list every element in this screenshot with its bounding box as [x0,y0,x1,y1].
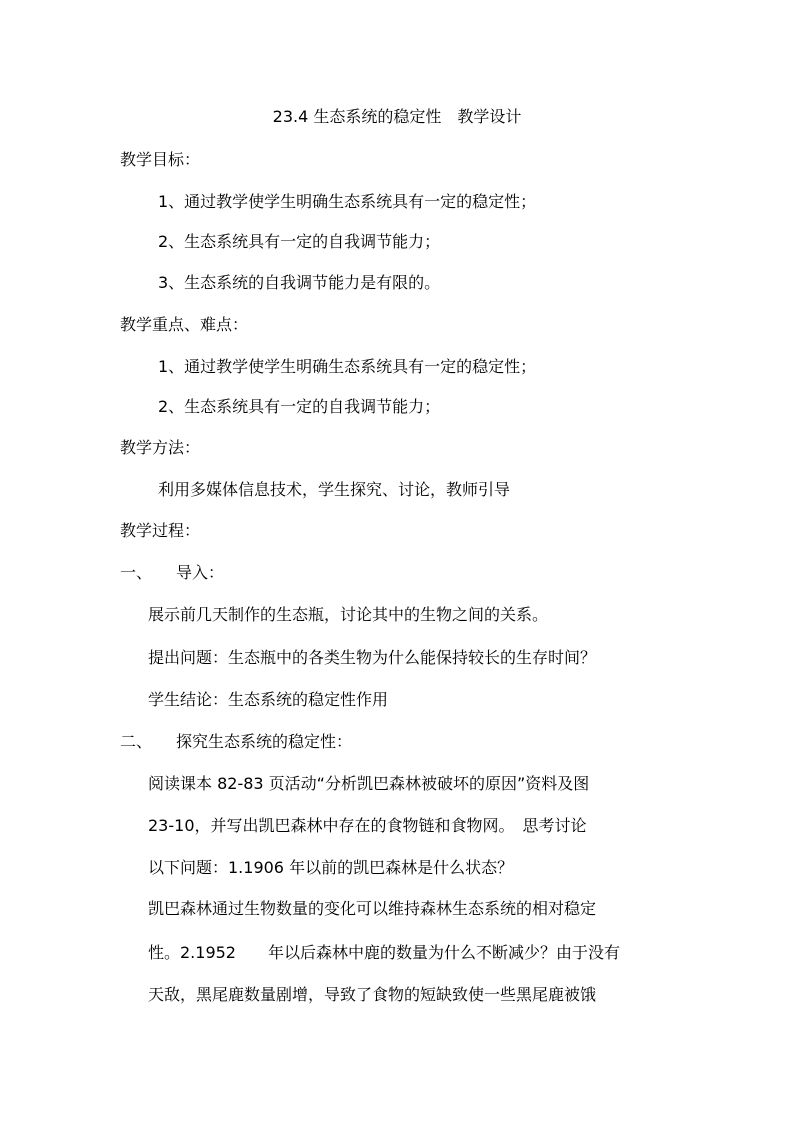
section-1-line-1: 展示前几天制作的生态瓶，讨论其中的生物之间的关系。 [148,605,549,624]
objective-item-2: 2、生态系统具有一定的自我调节能力； [158,232,441,251]
section-2-line-3: 以下问题：1.1906 年以前的凯巴森林是什么状态？ [148,858,514,877]
objectives-heading: 教学目标： [120,150,201,169]
objective-item-3: 3、生态系统的自我调节能力是有限的。 [158,273,441,292]
section-2-title: 探究生态系统的稳定性： [176,732,353,751]
section-2-line-4: 凯巴森林通过生物数量的变化可以维持森林生态系统的相对稳定 [148,899,597,918]
section-2-line-6: 天敌，黑尾鹿数量剧增，导致了食物的短缺致使一些黑尾鹿被饿 [148,985,597,1004]
key-point-item-1: 1、通过教学使学生明确生态系统具有一定的稳定性； [158,357,537,376]
document-title: 23.4 生态系统的稳定性 教学设计 [272,107,522,126]
methods-heading: 教学方法： [120,438,201,457]
key-point-item-2: 2、生态系统具有一定的自我调节能力； [158,397,441,416]
section-2-number: 二、 [120,732,153,751]
section-2-line-2: 23-10，并写出凯巴森林中存在的食物链和食物网。 思考讨论 [148,816,587,835]
section-1-number: 一、 [120,563,153,582]
objective-item-1: 1、通过教学使学生明确生态系统具有一定的稳定性； [158,192,537,211]
section-1-title: 导入： [176,563,225,582]
section-2-line-1: 阅读课本 82-83 页活动“分析凯巴森林被破坏的原因”资料及图 [148,774,590,793]
methods-text: 利用多媒体信息技术，学生探究、讨论，教师引导 [158,480,511,499]
process-heading: 教学过程： [120,521,201,540]
section-1-line-2: 提出问题：生态瓶中的各类生物为什么能保持较长的生存时间？ [148,648,597,667]
key-points-heading: 教学重点、难点： [120,315,249,334]
section-1-line-3: 学生结论：生态系统的稳定性作用 [148,690,389,709]
section-2-line-5: 性。2.1952 年以后森林中鹿的数量为什么不断减少？由于没有 [148,943,620,962]
